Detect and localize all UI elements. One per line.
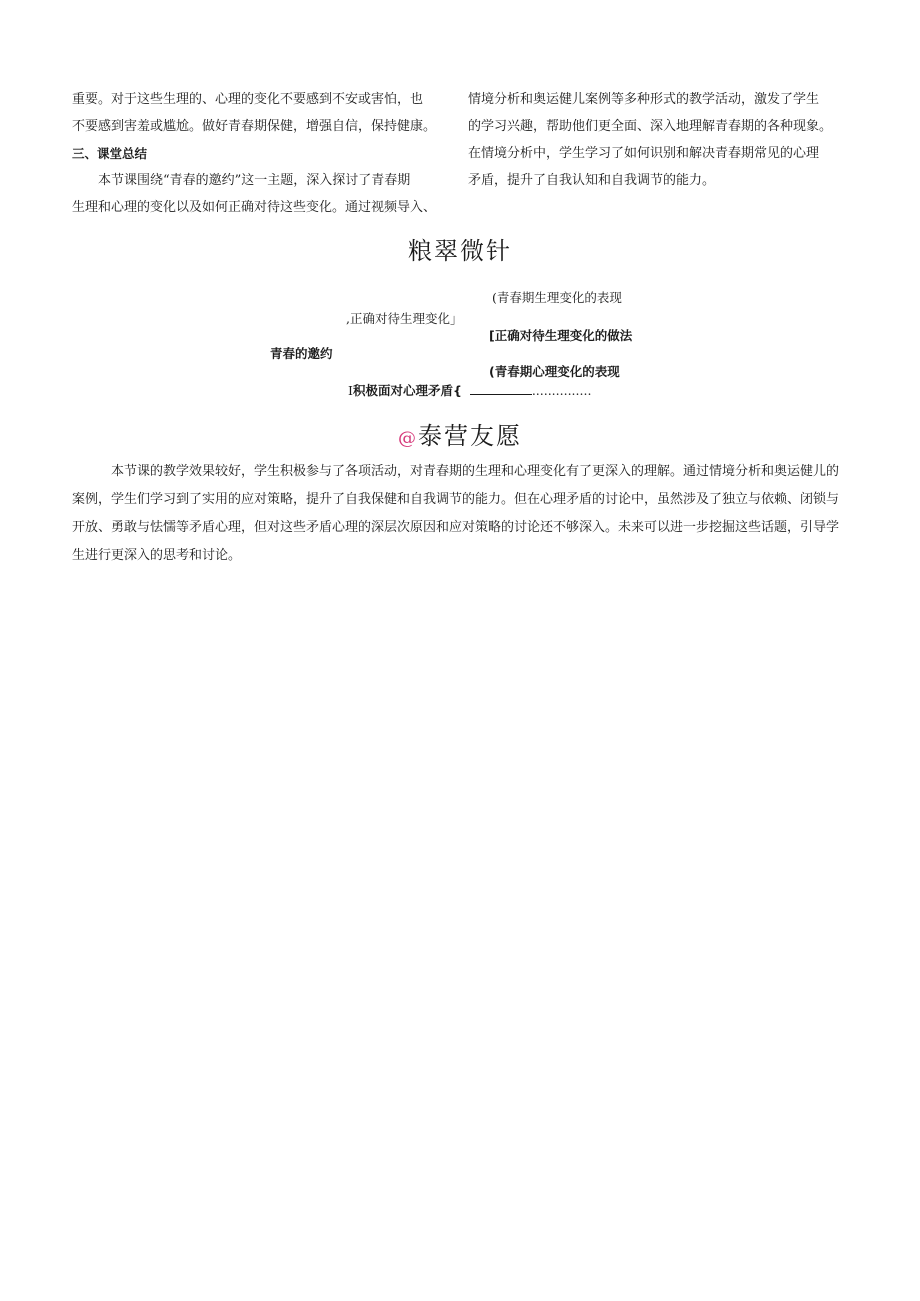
diagram-dots: ............... (531, 383, 592, 398)
right-line3: 在情境分析中，学生学习了如何识别和解决青春期常见的心理 (468, 146, 820, 161)
reflection-title-text: 泰营友愿 (418, 422, 522, 450)
left-column (72, 86, 454, 221)
left-para2-line1: 本节课围绕“青春的邀约”这一主题，深入探讨了青春期 (98, 173, 411, 188)
diagram-blank-line (470, 383, 532, 395)
reflection-paragraph: 本节课的教学效果较好，学生积极参与了各项活动，对青春期的生理和心理变化有了更深入的理解。通过情境分析和奥运健儿的案例，学生们学习到了实用的应对策略，提升了自我保健和自我调节的能力。但在心理矛盾的讨论中，虽然涉及了独立与依赖、闭锁与开放、勇敢与怯懦等矛盾心理，但对这些矛盾心理的深层次原因和应对策略的讨论还不够深入。未来可以进一步挖掘这些话题，引导学生进行更深入的思考和讨论。 (72, 464, 840, 563)
board-design-title: 粮翠微针 (408, 237, 512, 265)
diagram-leaf-psych-signs: (青春期心理变化的表现 (489, 364, 620, 379)
right-line1: 情境分析和奥运健儿案例等多种形式的教学活动，激发了学生 (468, 92, 820, 107)
left-para1-line2: 不要感到害羞或尴尬。做好青春期保健，增强自信，保持健康。 (72, 119, 437, 134)
diagram-branch-psych (348, 383, 591, 399)
diagram-branch-physical: ,正确对待生理变化」 (346, 311, 463, 326)
diagram-leaf-physical-signs: (青春期生理变化的表现 (492, 290, 622, 305)
reflection-section (72, 458, 850, 570)
reflection-title-mark: @ (398, 428, 418, 449)
diagram-root: 青春的邀约 (270, 346, 333, 361)
right-line2: 的学习兴趣，帮助他们更全面、深入地理解青春期的各种现象。 (468, 119, 833, 134)
right-line4: 矛盾，提升了自我认知和自我调节的能力。 (468, 173, 716, 188)
right-column (468, 86, 852, 194)
section-heading: 三、课堂总结 (72, 146, 148, 161)
left-para2-line2: 生理和心理的变化以及如何正确对待这些变化。通过视频导入、 (72, 200, 437, 215)
left-para1-line1: 重要。对于这些生理的、心理的变化不要感到不安或害怕，也 (72, 92, 424, 107)
reflection-title (0, 421, 920, 454)
diagram-branch-psych-label: 积极面对心理矛盾{ (352, 383, 462, 398)
diagram-leaf-physical-approach: [正确对待生理变化的做法 (489, 328, 633, 343)
diagram-branch-psych-prefix: I (348, 383, 353, 398)
